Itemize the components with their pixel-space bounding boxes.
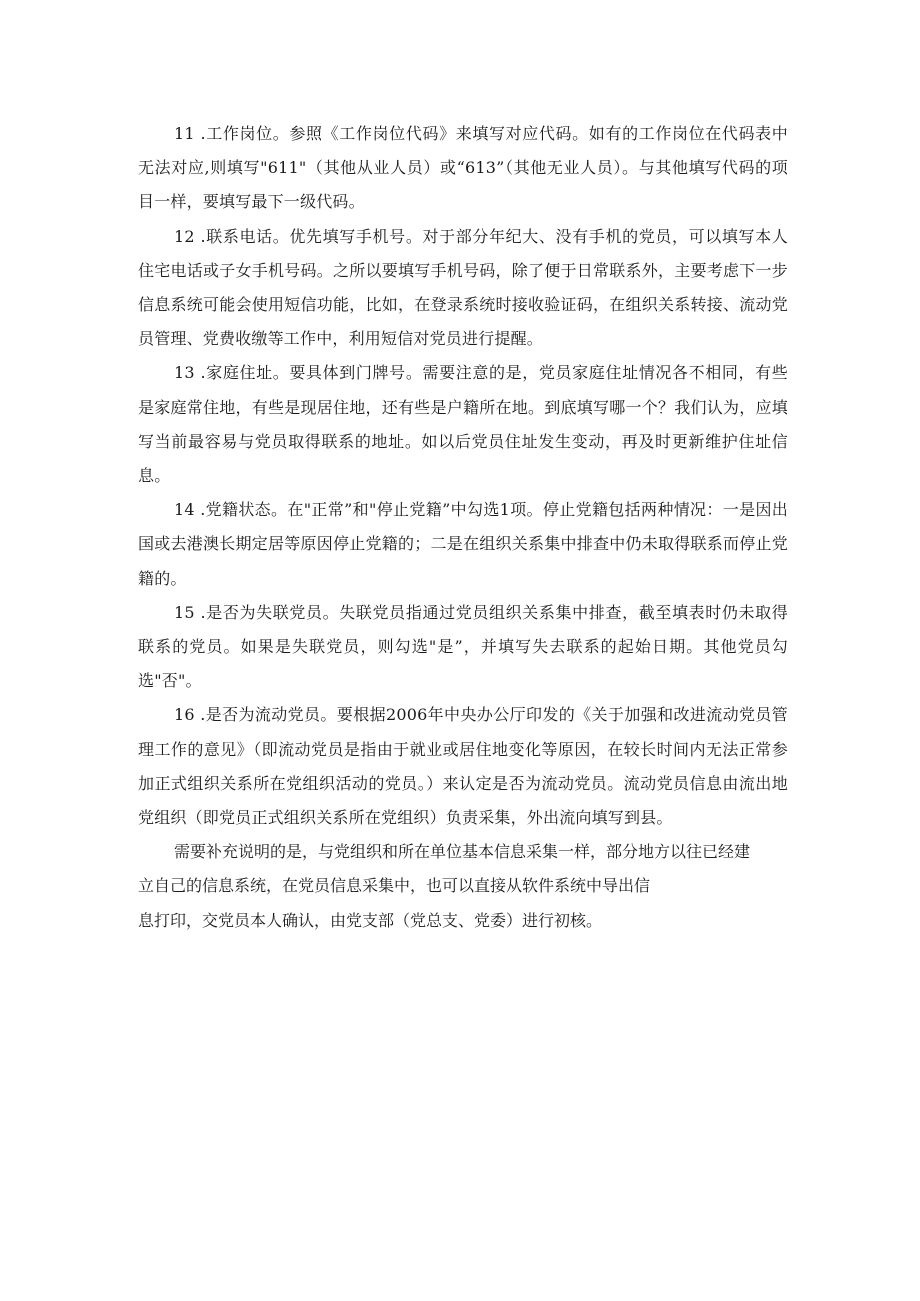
paragraph-lost-contact-member: 15 .是否为失联党员。失联党员指通过党员组织关系集中排查，截至填表时仍未取得联系的党员。如果是失联党员，则勾选"是”，并填写失去联系的起始日期。其他党员勾选"否"。 [138, 602, 788, 691]
note-line-2: 立自己的信息系统，在党员信息采集中，也可以直接从软件系统中导出信 [138, 876, 651, 896]
note-line-1: 需要补充说明的是，与党组织和所在单位基本信息采集一样，部分地方以往已经建 [174, 842, 751, 862]
paragraph-contact-phone: 12 .联系电话。优先填写手机号。对于部分年纪大、没有手机的党员，可以填写本人住宅电话或子女手机号码。之所以要填写手机号码，除了便于日常联系外，主要考虑下一步信息系统可能会使用短信功能，比如，在登录系统时接收验证码，在组织关系转接、流动党员管理、党费收缴等工作中，利用短信对党员进行提醒。 [138, 226, 788, 349]
paragraph-supplementary-note [138, 835, 788, 938]
paragraph-mobile-member: 16 .是否为流动党员。要根据2006年中央办公厅印发的《关于加强和改进流动党员管理工作的意见》（即流动党员是指由于就业或居住地变化等原因，在较长时间内无法正常参加正式组织关系所在党组织活动的党员。）来认定是否为流动党员。流动党员信息由流出地党组织（即党员正式组织关系所在党组织）负责采集，外出流向填写到县。 [138, 705, 788, 828]
paragraph-work-position: 11 .工作岗位。参照《工作岗位代码》来填写对应代码。如有的工作岗位在代码表中无法对应,则填写"611"（其他从业人员）或“613”（其他无业人员）。与其他填写代码的项目一样，要填写最下一级代码。 [138, 124, 788, 212]
paragraph-membership-status: 14 .党籍状态。在"正常”和"停止党籍”中勾选1项。停止党籍包括两种情况：一是因出国或去港澳长期定居等原因停止党籍的；二是在组织关系集中排查中仍未取得联系而停止党籍的。 [138, 500, 788, 588]
paragraph-home-address: 13 .家庭住址。要具体到门牌号。需要注意的是，党员家庭住址情况各不相同，有些是家庭常住地，有些是现居住地，还有些是户籍所在地。到底填写哪一个？我们认为，应填写当前最容易与党员取得联系的地址。如以后党员住址发生变动，再及时更新维护住址信息。 [138, 363, 788, 486]
note-line-3: 息打印，交党员本人确认，由党支部（党总支、党委）进行初核。 [138, 910, 603, 930]
document-body [138, 117, 788, 938]
